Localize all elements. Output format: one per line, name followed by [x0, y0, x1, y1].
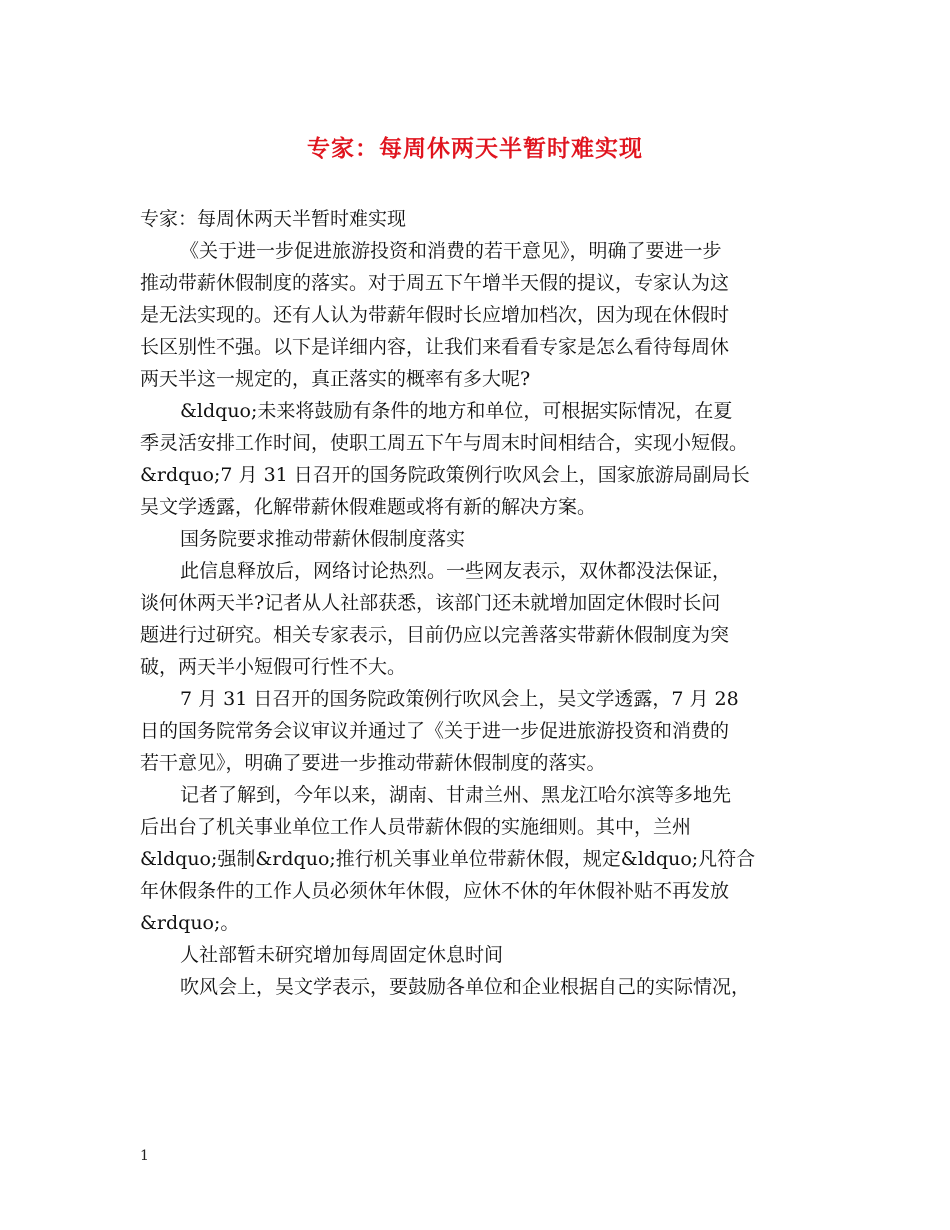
- body-line: 专家：每周休两天半暂时难实现: [140, 208, 407, 230]
- body-line: 国务院要求推动带薪休假制度落实: [180, 528, 466, 550]
- body-line: 《关于进一步促进旅游投资和消费的若干意见》，明确了要进一步: [180, 240, 722, 262]
- body-line: 7 月 31 日召开的国务院政策例行吹风会上，吴文学透露，7 月 28: [180, 688, 739, 710]
- body-line: &rdquo;7 月 31 日召开的国务院政策例行吹风会上，国家旅游局副局长: [140, 464, 750, 486]
- body-line: 谈何休两天半?记者从人社部获悉，该部门还未就增加固定休假时长问: [140, 592, 721, 614]
- document-title: 专家：每周休两天半暂时难实现: [307, 135, 643, 162]
- body-line: 是无法实现的。还有人认为带薪年假时长应增加档次，因为现在休假时: [140, 304, 730, 326]
- body-line: 推动带薪休假制度的落实。对于周五下午增半天假的提议，专家认为这: [140, 272, 730, 294]
- body-line: 吴文学透露，化解带薪休假难题或将有新的解决方案。: [140, 496, 597, 518]
- body-line: 后出台了机关事业单位工作人员带薪休假的实施细则。其中，兰州: [140, 816, 692, 838]
- page-number: 1: [140, 1148, 149, 1164]
- body-line: 此信息释放后，网络讨论热烈。一些网友表示，双休都没法保证，: [180, 560, 732, 582]
- body-line: 若干意见》，明确了要进一步推动带薪休假制度的落实。: [140, 752, 606, 774]
- body-line: 人社部暂未研究增加每周固定休息时间: [180, 944, 504, 966]
- body-line: 吹风会上，吴文学表示，要鼓励各单位和企业根据自己的实际情况，: [180, 976, 751, 998]
- body-line: 破，两天半小短假可行性不大。: [140, 656, 407, 678]
- body-line: 日的国务院常务会议审议并通过了《关于进一步促进旅游投资和消费的: [140, 720, 730, 742]
- body-line: 季灵活安排工作时间，使职工周五下午与周末时间相结合，实现小短假。: [140, 432, 749, 454]
- body-line: 两天半这一规定的，真正落实的概率有多大呢?: [140, 368, 531, 390]
- body-line: 题进行过研究。相关专家表示，目前仍应以完善落实带薪休假制度为突: [140, 624, 730, 646]
- body-line: 年休假条件的工作人员必须休年休假，应休不休的年休假补贴不再发放: [140, 880, 730, 902]
- body-line: &rdquo;。: [140, 912, 240, 934]
- body-line: 记者了解到，今年以来，湖南、甘肃兰州、黑龙江哈尔滨等多地先: [180, 784, 732, 806]
- document-body: [140, 203, 820, 1003]
- body-line: &ldquo;未来将鼓励有条件的地方和单位，可根据实际情况，在夏: [180, 400, 733, 422]
- body-line: &ldquo;强制&rdquo;推行机关事业单位带薪休假，规定&ldquo;凡符合: [140, 848, 756, 870]
- body-line: 长区别性不强。以下是详细内容，让我们来看看专家是怎么看待每周休: [140, 336, 730, 358]
